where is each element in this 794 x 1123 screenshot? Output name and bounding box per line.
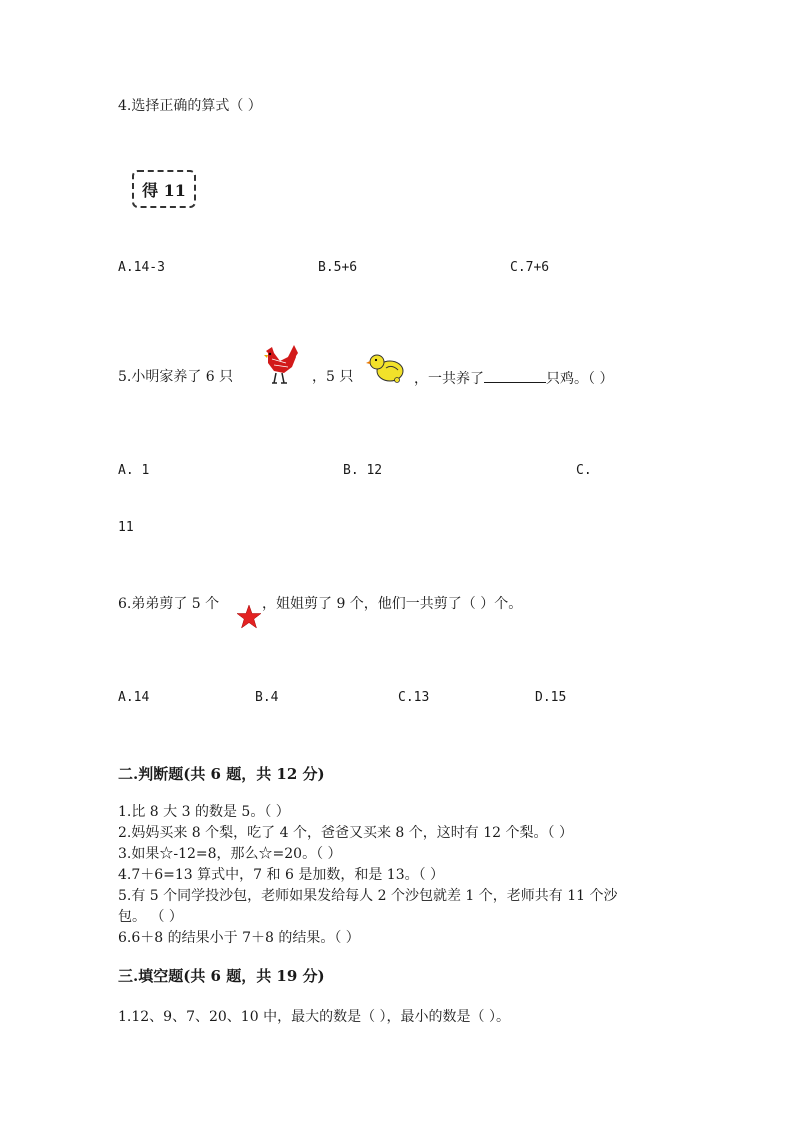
q6-option-d: D.15 xyxy=(535,690,567,705)
section3-item-1: 1.12、9、7、20、10 中，最大的数是（ ），最小的数是（ ）。 xyxy=(118,1009,510,1025)
q5-option-c-value: 11 xyxy=(118,520,134,535)
q5-text-part3-label: ，一共养了 xyxy=(414,371,484,387)
q5-option-c: C. xyxy=(576,463,592,478)
list-item: 4.7＋6=13 算式中，7 和 6 是加数，和是 13。（ ） xyxy=(118,867,445,883)
q6-text-part1: 6.弟弟剪了 5 个 xyxy=(118,596,220,612)
section2-list xyxy=(118,802,618,949)
section2-title: 二.判断题(共 6 题，共 12 分) xyxy=(118,765,325,783)
star-icon xyxy=(236,604,262,630)
chick-icon xyxy=(366,350,406,384)
list-item: 5.有 5 个同学投沙包，老师如果发给每人 2 个沙包就差 1 个，老师共有 11 个沙 xyxy=(118,888,618,904)
score-card-label: 得 11 xyxy=(142,180,186,200)
list-item: 6.6＋8 的结果小于 7＋8 的结果。（ ） xyxy=(118,930,360,946)
list-item: 2.妈妈买来 8 个梨，吃了 4 个，爸爸又买来 8 个，这时有 12 个梨。（ ） xyxy=(118,825,573,841)
q4-option-b: B.5+6 xyxy=(318,260,358,275)
q5-answer-blank xyxy=(484,368,546,383)
q5-option-b: B. 12 xyxy=(343,463,383,478)
q4-option-c: C.7+6 xyxy=(510,260,550,275)
rooster-icon xyxy=(258,343,300,385)
list-item: 3.如果☆-12=8，那么☆=20。（ ） xyxy=(118,846,342,862)
q4-option-a: A.14-3 xyxy=(118,260,165,275)
section3-title: 三.填空题(共 6 题，共 19 分) xyxy=(118,967,325,985)
list-item: 1.比 8 大 3 的数是 5。（ ） xyxy=(118,804,290,820)
q5-text-part3 xyxy=(414,368,613,388)
list-item: 包。 （ ） xyxy=(118,909,183,925)
q6-option-a: A.14 xyxy=(118,690,150,705)
q5-text-part1: 5.小明家养了 6 只 xyxy=(118,369,234,385)
q5-option-a: A. 1 xyxy=(118,463,150,478)
q5-text-part4: 只鸡。（ ） xyxy=(546,371,614,387)
q5-text-part2: ，5 只 xyxy=(312,369,354,385)
q6-option-b: B.4 xyxy=(255,690,279,705)
score-card-image xyxy=(132,170,196,208)
q6-option-c: C.13 xyxy=(398,690,430,705)
q4-text: 4.选择正确的算式（ ） xyxy=(118,98,262,114)
q6-text-part2: ，姐姐剪了 9 个，他们一共剪了（ ）个。 xyxy=(262,596,523,612)
